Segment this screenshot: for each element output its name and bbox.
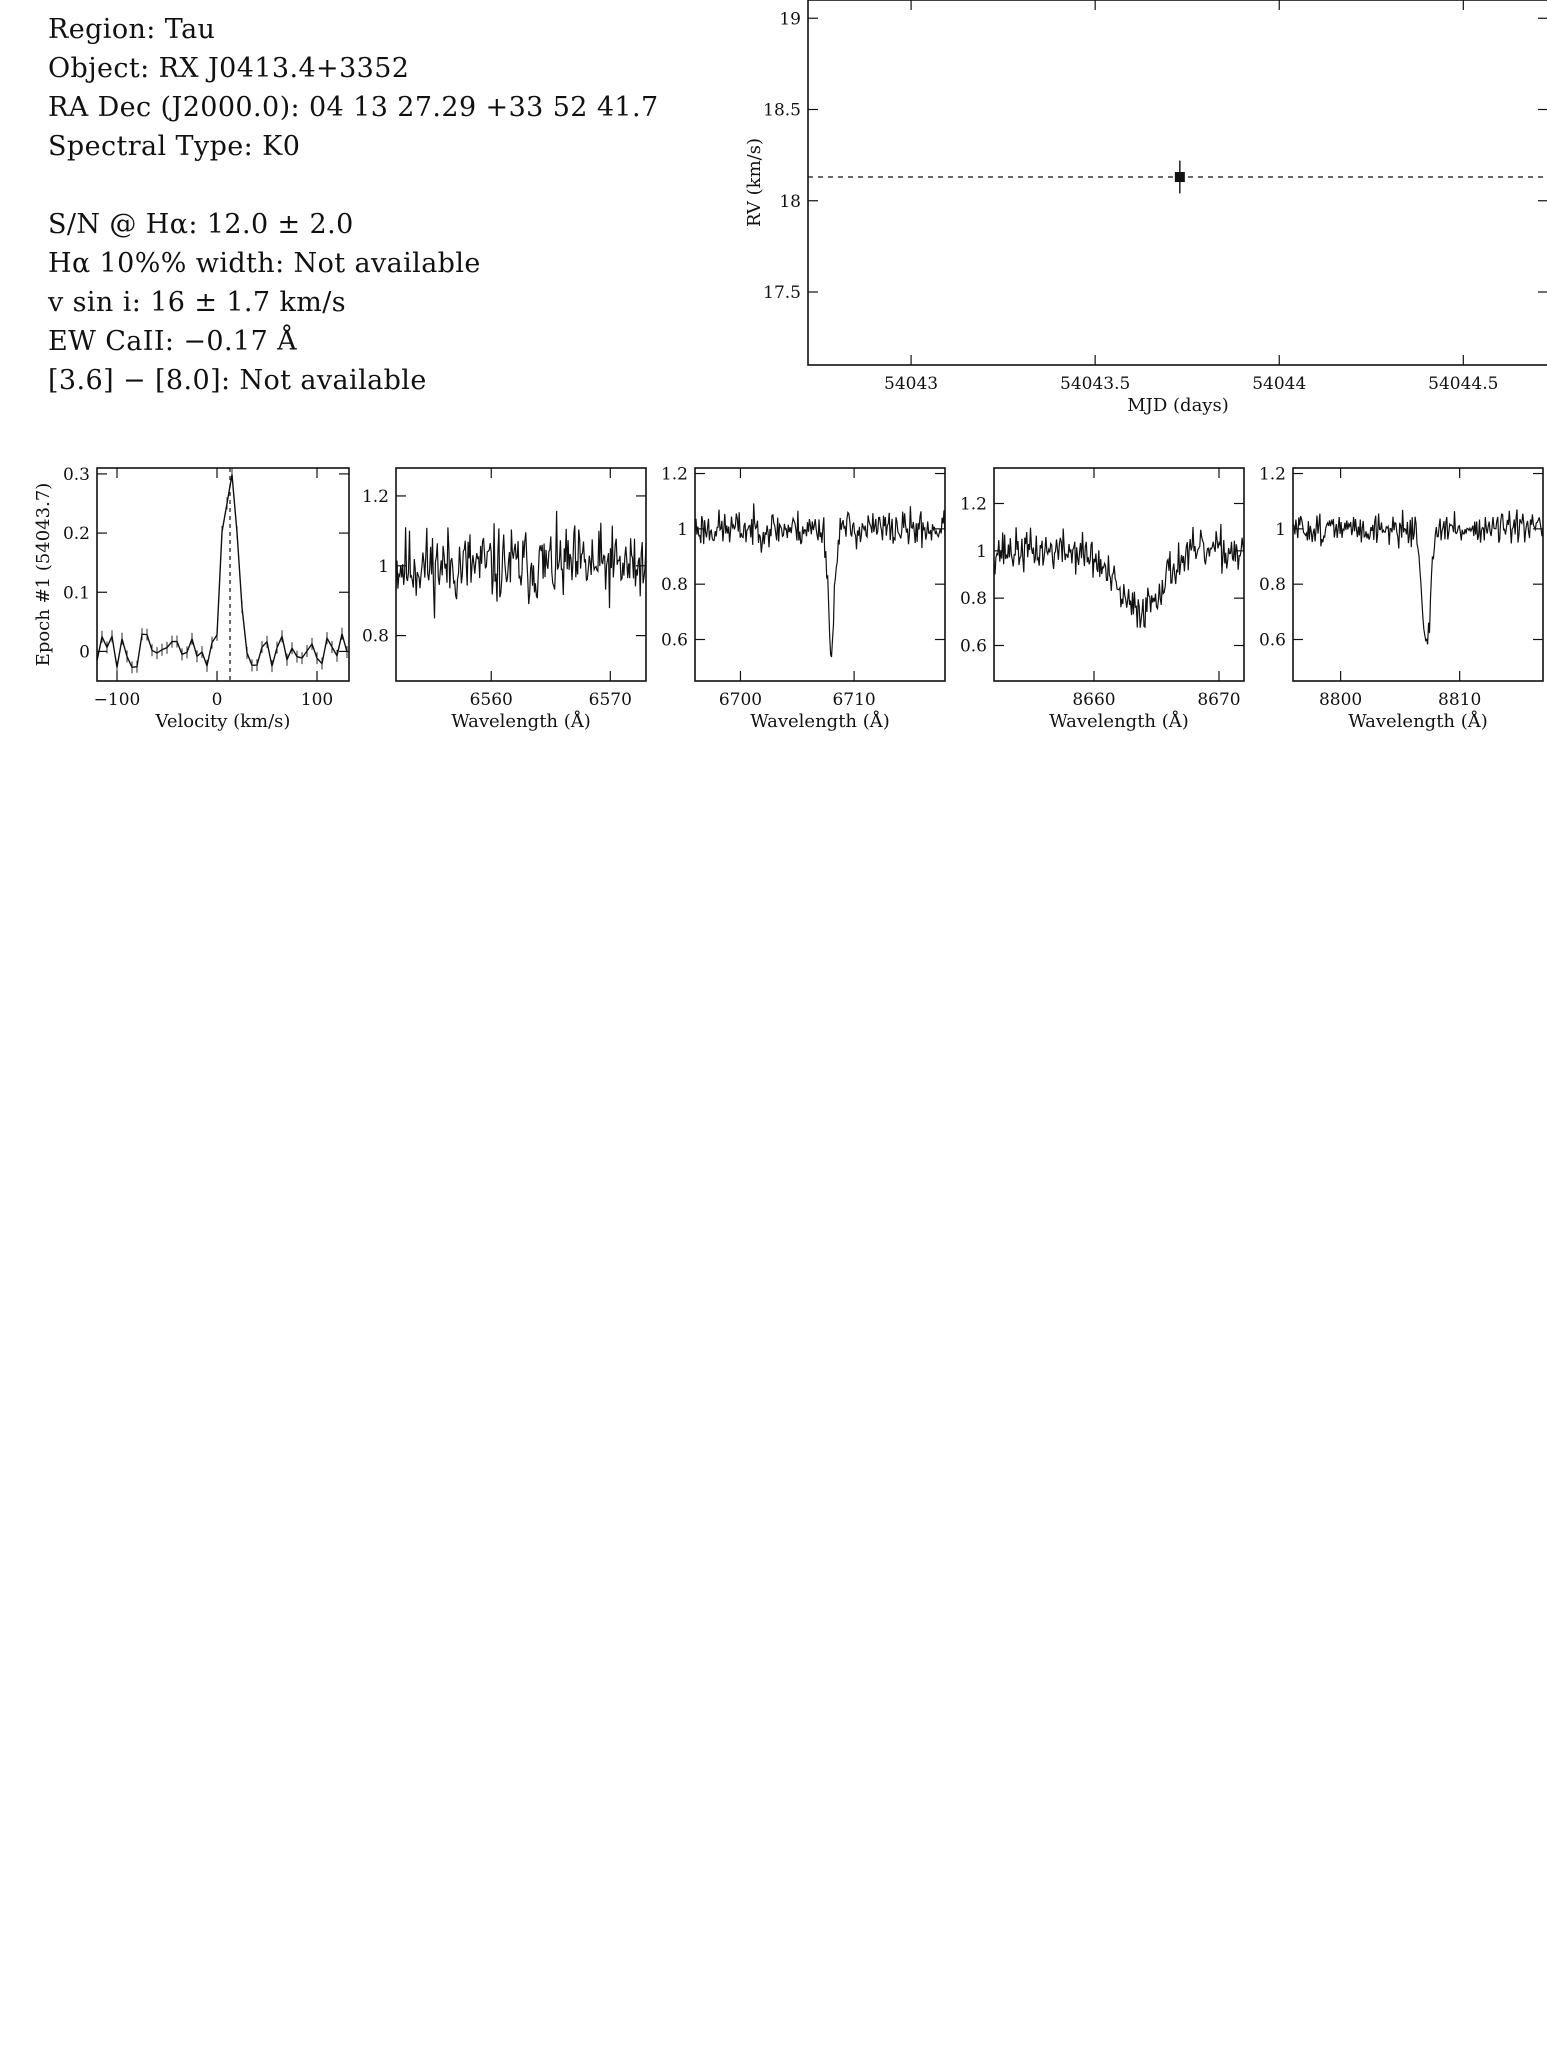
- rv-chart: [744, 0, 1547, 425]
- ca2-y-tick-label: 0.8: [1258, 575, 1286, 596]
- caii-8807-spectrum-chart: [1233, 408, 1547, 741]
- ccf-x-tick-label: 100: [300, 690, 334, 710]
- li-y-tick-label: 1.2: [660, 464, 688, 485]
- li-y-tick-label: 0.6: [660, 630, 688, 651]
- ew-caii-text: EW CaII: −0.17 Å: [48, 326, 298, 357]
- ca1-x-tick-label: 8670: [1197, 690, 1241, 710]
- ha-x-axis-label: Wavelength (Å): [451, 711, 591, 732]
- ccf-y-tick-label: 0.2: [62, 524, 90, 545]
- ca2-x-tick-label: 8810: [1438, 690, 1482, 710]
- li-plot-frame: [695, 468, 945, 681]
- spectral-type-text: Spectral Type: K0: [48, 131, 301, 162]
- object-info-panel: [48, 10, 748, 400]
- ha-y-tick-label: 1.2: [361, 486, 389, 507]
- ca1-x-tick-label: 8660: [1072, 690, 1116, 710]
- rv-x-axis-label: MJD (days): [1127, 395, 1229, 416]
- ha-y-tick-label: 1: [378, 556, 389, 577]
- ca1-plot-frame: [994, 468, 1244, 681]
- object-text: Object: RX J0413.4+3352: [48, 53, 410, 84]
- ccf-x-tick-label: −100: [93, 690, 141, 710]
- ca1-x-axis-label: Wavelength (Å): [1049, 711, 1189, 732]
- ca2-spectrum-line: [1293, 509, 1543, 644]
- rv-x-tick-label: 54043.5: [1060, 374, 1131, 394]
- radec-text: RA Dec (J2000.0): 04 13 27.29 +33 52 41.7: [48, 92, 659, 123]
- ca2-y-tick-label: 0.6: [1258, 630, 1286, 651]
- ha-y-tick-label: 0.8: [361, 626, 389, 647]
- rv-plot-frame: [808, 0, 1547, 365]
- li-y-tick-label: 0.8: [660, 575, 688, 596]
- ccf-y-tick-label: 0.3: [62, 464, 90, 485]
- rv-x-tick-label: 54044.5: [1428, 374, 1499, 394]
- rv-y-tick-label: 19: [779, 9, 801, 30]
- li-x-tick-label: 6710: [832, 690, 876, 710]
- ha-x-tick-label: 6570: [588, 690, 632, 710]
- ca2-plot-frame: [1293, 468, 1543, 681]
- sn-text: S/N @ Hα: 12.0 ± 2.0: [48, 209, 354, 240]
- ccf-curve: [97, 475, 347, 668]
- ccf-x-axis-label: Velocity (km/s): [155, 711, 291, 732]
- ccf-x-tick-label: 0: [211, 690, 223, 710]
- ca1-y-tick-label: 0.6: [959, 636, 987, 657]
- irac-color-text: [3.6] − [8.0]: Not available: [48, 365, 427, 396]
- ca1-spectrum-line: [994, 524, 1244, 628]
- ccf-y-axis-label: Epoch #1 (54043.7): [33, 482, 54, 667]
- ca2-x-tick-label: 8800: [1318, 690, 1363, 710]
- rv-data-point: [1175, 172, 1185, 182]
- region-text: Region: Tau: [48, 14, 216, 45]
- halpha-width-text: Hα 10%% width: Not available: [48, 248, 481, 279]
- ca1-y-tick-label: 1: [976, 541, 987, 562]
- li-x-tick-label: 6700: [718, 690, 763, 710]
- ca1-y-tick-label: 1.2: [959, 494, 987, 515]
- ha-spectrum-line: [396, 511, 646, 619]
- ca2-y-tick-label: 1: [1275, 519, 1286, 540]
- li-spectrum-line: [695, 503, 945, 657]
- rv-x-tick-label: 54044: [1252, 374, 1307, 394]
- vsini-text: v sin i: 16 ± 1.7 km/s: [48, 287, 346, 318]
- ca2-x-axis-label: Wavelength (Å): [1348, 711, 1488, 732]
- li-y-tick-label: 1: [677, 519, 688, 540]
- ca1-y-tick-label: 0.8: [959, 589, 987, 610]
- rv-y-tick-label: 17.5: [763, 283, 801, 303]
- ccf-plot-frame: [97, 468, 349, 681]
- rv-x-tick-label: 54043: [884, 374, 939, 394]
- info-spacer: [48, 166, 748, 205]
- rv-y-axis-label: RV (km/s): [744, 138, 765, 227]
- rv-y-tick-label: 18: [779, 191, 801, 212]
- ccf-y-tick-label: 0.1: [62, 583, 90, 604]
- li-x-axis-label: Wavelength (Å): [750, 711, 890, 732]
- rv-y-tick-label: 18.5: [763, 100, 801, 121]
- ca2-y-tick-label: 1.2: [1258, 464, 1286, 485]
- ccf-y-tick-label: 0: [79, 642, 90, 663]
- ha-x-tick-label: 6560: [469, 690, 513, 710]
